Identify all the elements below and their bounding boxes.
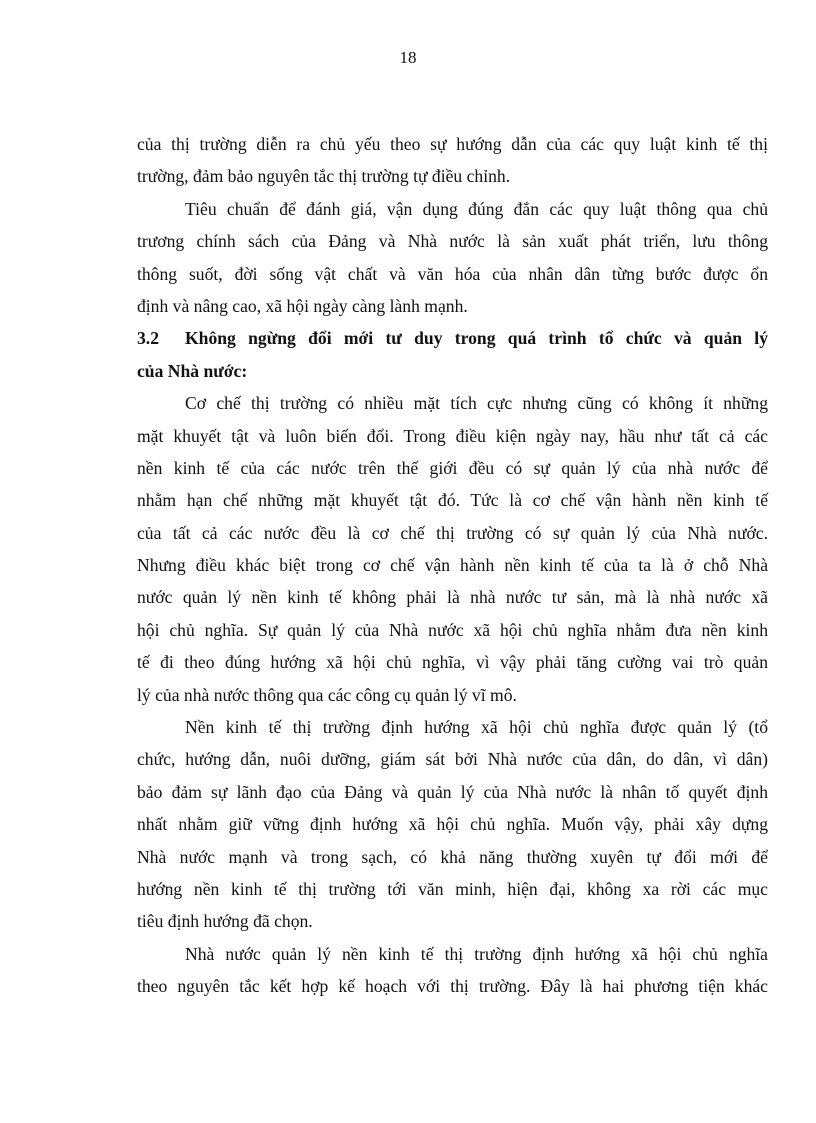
text-line: nhằm hạn chế những mặt khuyết tật đó. Tức là cơ chế vận hành nền kinh tế bbox=[137, 490, 768, 511]
text-line: hướng nền kinh tế thị trường tới văn minh, hiện đại, không xa rời các mục bbox=[137, 878, 768, 899]
text-line: hội chủ nghĩa. Sự quản lý của Nhà nước xã hội chủ nghĩa nhằm đưa nền kinh bbox=[137, 619, 768, 640]
text-line: lý của nhà nước thông qua các công cụ quản lý vĩ mô. bbox=[137, 684, 517, 705]
section-title-line-1: Không ngừng đổi mới tư duy trong quá trình tổ chức và quản lý bbox=[185, 328, 768, 349]
text-line: tế đi theo đúng hướng xã hội chủ nghĩa, vì vậy phải tăng cường vai trò quản bbox=[137, 652, 768, 673]
text-line: của thị trường diễn ra chủ yếu theo sự hướng dẫn của các quy luật kinh tế thị bbox=[137, 134, 768, 154]
section-heading bbox=[137, 322, 768, 354]
text-line: Nhà nước quản lý nền kinh tế thị trường định hướng xã hội chủ nghĩa bbox=[185, 943, 768, 964]
text-line: định và nâng cao, xã hội ngày càng lành mạnh. bbox=[137, 295, 468, 316]
text-line: Nền kinh tế thị trường định hướng xã hội chủ nghĩa được quản lý (tổ bbox=[185, 717, 768, 738]
page-number: 18 bbox=[399, 48, 417, 67]
text-line: mặt khuyết tật và luôn biến đổi. Trong điều kiện ngày nay, hầu như tất cả các bbox=[137, 425, 768, 446]
text-line: của tất cả các nước đều là cơ chế thị trường có sự quản lý của Nhà nước. bbox=[137, 522, 768, 543]
text-line: thông suốt, đời sống vật chất và văn hóa của nhân dân từng bước được ổn bbox=[137, 263, 768, 284]
text-line: Tiêu chuẩn để đánh giá, vận dụng đúng đắn các quy luật thông qua chủ bbox=[185, 198, 768, 219]
text-line: chức, hướng dẫn, nuôi dưỡng, giám sát bởi Nhà nước của dân, do dân, vì dân) bbox=[137, 749, 768, 770]
text-line: nền kinh tế của các nước trên thế giới đều có sự quản lý của nhà nước để bbox=[137, 457, 768, 478]
text-line: trương chính sách của Đảng và Nhà nước là sản xuất phát triển, lưu thông bbox=[137, 231, 768, 252]
text-line: Nhà nước mạnh và trong sạch, có khả năng thường xuyên tự đổi mới để bbox=[137, 846, 768, 867]
text-line: tiêu định hướng đã chọn. bbox=[137, 911, 313, 932]
section-title-line-2: của Nhà nước: bbox=[137, 360, 248, 381]
text-line: bảo đảm sự lãnh đạo của Đảng và quản lý của Nhà nước là nhân tố quyết định bbox=[137, 781, 768, 802]
text-line: theo nguyên tắc kết hợp kế hoạch với thị trường. Đây là hai phương tiện khác bbox=[137, 976, 768, 997]
section-number: 3.2 bbox=[137, 328, 159, 349]
text-line: Cơ chế thị trường có nhiều mặt tích cực nhưng cũng có không ít những bbox=[185, 393, 768, 414]
document-body bbox=[137, 128, 768, 1003]
text-line: nhất nhằm giữ vững định hướng xã hội chủ nghĩa. Muốn vậy, phải xây dựng bbox=[137, 814, 768, 835]
text-line: Nhưng điều khác biệt trong cơ chế vận hành nền kinh tế của ta là ở chỗ Nhà bbox=[137, 555, 768, 576]
text-line: trường, đảm bảo nguyên tắc thị trường tự điều chỉnh. bbox=[137, 166, 511, 187]
text-line: nước quản lý nền kinh tế không phải là nhà nước tư sản, mà là nhà nước xã bbox=[137, 587, 768, 608]
